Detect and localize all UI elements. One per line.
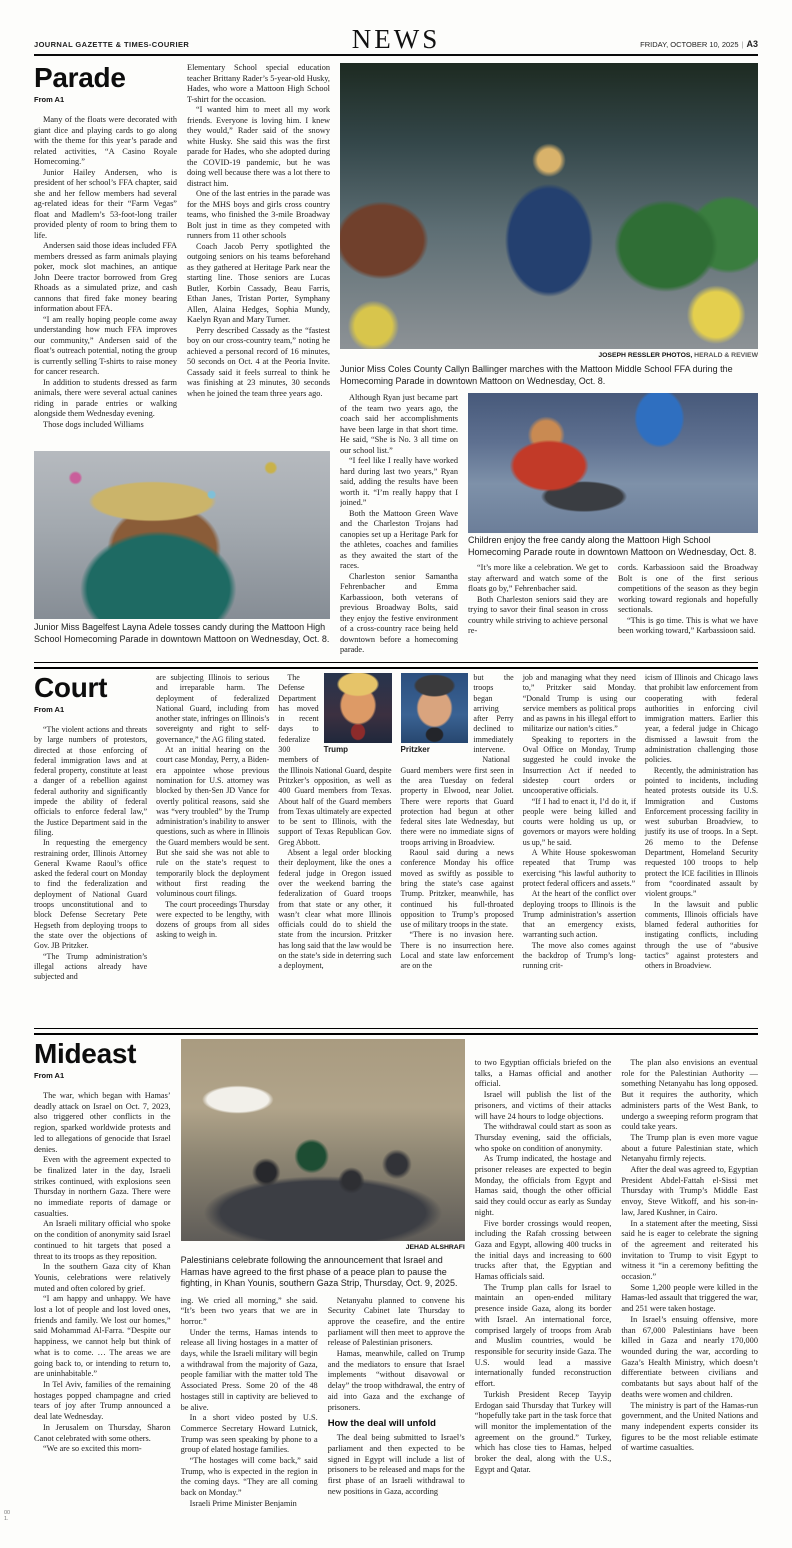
paragraph: Elementary School special education teacher Brittany Rader’s 5-year-old Husky, Hades, who wore a Mattoon High School T-shirt for the occasion. — [187, 63, 330, 104]
paragraph: Even with the agreement expected to be finalized later in the day, Israeli strikes continued, with explosions seen Thursday in northern Gaza. There were no immediate reports of damage or casualties. — [34, 1155, 171, 1218]
paragraph: Many of the floats were decorated with giant dice and playing cards to go along with the theme for this year’s parade and related activities, “A Casino Royale Homecoming.” — [34, 115, 177, 166]
paragraph: are subjecting Illinois to serious and irreparable harm. The deployment of federalized National Guard, including from another state, infringes on Illinois’s sovereignty and right to self-governance,” the AG filing stated. — [156, 673, 270, 744]
section-divider — [34, 1028, 758, 1035]
paragraph: Some 1,200 people were killed in the Hamas-led assault that triggered the war, and 251 were taken hostage. — [621, 1282, 758, 1314]
paragraph: Both Charleston seniors said they are trying to savor their final season in cross country while striving to achieve personal re- — [468, 594, 608, 635]
paragraph: A White House spokeswoman repeated that Trump was exercising “his lawful authority to protect federal officers and assets.” — [522, 848, 636, 888]
paragraph: The plan also envisions an eventual role for the Palestinian Authority — something Netanyahu has long opposed. But it requires the authority, which administers parts of the West Bank, to undergo a sweeping reform program that could take years. — [621, 1058, 758, 1132]
paragraph: In a statement after the meeting, Sissi said he is eager to celebrate the signing of the agreement and reiterated his invitation to Trump to visit Egypt to witness it “in a ceremony befitting the occasion.” — [621, 1218, 758, 1282]
dateline — [640, 39, 758, 49]
paragraph: cords. Karbassioon said the Broadway Bolt is one of the first serious competitions of the season as they begin working toward regionals and hopefully sectionals. — [618, 563, 758, 614]
paragraph: but the troops began arriving after Perry declined to immediately intervene. — [473, 673, 514, 755]
photo-credit — [340, 351, 758, 360]
page-number: A3 — [746, 39, 758, 49]
article-parade — [34, 63, 758, 659]
paragraph: After the deal was agreed to, Egyptian President Abdel-Fattah el-Sissi met Thursday with Trump’s Middle East envoy, Steve Witkoff, and his son-in-law, Jared Kushner, in Cairo. — [621, 1165, 758, 1217]
parade-left-block — [34, 63, 330, 659]
mideast-column-4 — [475, 1039, 612, 1548]
paragraph: to two Egyptian officials briefed on the talks, a Hamas official and another official. — [474, 1058, 612, 1089]
mideast-fromline: From A1 — [34, 1071, 65, 1080]
pritzker-photo-label: Pritzker — [400, 745, 430, 754]
mideast-col2-text — [181, 1296, 318, 1510]
paragraph: Both the Mattoon Green Wave and the Charleston Trojans had canopies set up a Heritage Park for the athletes, coaches and families as they awaited the start of the races. — [340, 508, 458, 570]
paragraph: In addition to students dressed as farm animals, there were several actual canines riding in parade entries or walking alongside them Wednesday evening. — [34, 377, 177, 418]
paragraph: In a short video posted by U.S. Commerce Secretary Howard Lutnick, Trump was seen speaking by phone to a group of elated hostage families. — [180, 1413, 318, 1455]
court-headline: Court — [34, 673, 108, 703]
paragraph: In Tel Aviv, families of the remaining hostages popped champagne and cried tears of joy after Trump announced a deal late Wednesday. — [34, 1379, 171, 1422]
article-mideast — [34, 1039, 758, 1548]
paragraph: “I am happy and unhappy. We have lost a lot of people and lost loved ones, friends and family. We lost our homes,” said Mohammad Al-Farra. “Despite our happiness, we cannot help but think of what is to come. … The areas we are going back to, or intending to return to, are uninhabitable.” — [34, 1294, 171, 1379]
paragraph: “If I had to enact it, I’d do it, if people were being killed and courts were holding us up, or governors or mayors were holding us up,” he said. — [522, 796, 636, 847]
paragraph: As Trump indicated, the hostage and prisoner releases are expected to begin Monday, the officials from Egypt and Hamas said, though the other official said they could occur as early as Sunday night. — [474, 1154, 612, 1217]
paragraph: Junior Hailey Andersen, who is president of her school’s FFA chapter, said she and her fellow members had several ag-related ideas for their “Farm Vegas” float and Madlem’s 53-foot-long trailer provided plenty of room to bring them to life. — [34, 167, 177, 240]
paragraph: In the southern Gaza city of Khan Younis, celebrations were relatively muted and often colored by grief. — [34, 1262, 171, 1293]
paragraph: Charleston senior Samantha Fehrenbacher and Emma Karbassioon, both veterans of previous Broadway Bolts, said they enjoy the festive environment of a cross-country race being held downtown before a homecoming parade. — [340, 571, 458, 654]
paragraph: The court proceedings Thursday were expected to be lengthy, with dozens of groups from all sides asking to weigh in. — [156, 899, 270, 940]
paragraph: One of the last entries in the parade was for the MHS boys and girls cross country teams, who finished the 3-mile Broadway Bolt just in time as they competed with runners from 11 other schools — [187, 189, 330, 240]
paragraph: The Trump plan is even more vague about a future Palestinian state, which Netanyahu firmly rejects. — [621, 1132, 758, 1164]
paragraph: Speaking to reporters in the Oval Office on Monday, Trump suggested he could invoke the Insurrection Act if needed to sidestep court orders or uncooperative officials. — [522, 734, 636, 796]
paragraph: In requesting the emergency restraining order, Illinois Attorney General Kwame Raoul’s office asked the federal court on Monday to find the federalization and deployment of National Guard troops unconstitutional and to block Defense Secretary Pete Hegseth from deploying troops to the state over the objections of Gov. JB Pritzker. — [34, 838, 148, 951]
paragraph: Turkish President Recep Tayyip Erdogan said Thursday that Turkey will “hopefully take part in the task force that will monitor the implementation of the agreement on the ground.” Turkey, which has close ties to Hamas, helped broker the deal, along with the U.S., Egypt and Qatar. — [474, 1389, 612, 1474]
children-photo-image — [468, 393, 758, 533]
court-column-5 — [523, 673, 636, 1025]
paragraph: The ministry is part of the Hamas-run government, and the United Nations and many independent experts consider its figures to be the most reliable estimate of wartime casualties. — [621, 1400, 758, 1453]
parade-col3-text — [340, 393, 458, 656]
parade-fromline: From A1 — [34, 95, 65, 104]
mideast-column-1 — [34, 1039, 171, 1548]
paragraph: “The violent actions and threats by large numbers of protestors, directed at those enforcing of federal immigration laws and at federal property, constitute at least a danger of a rebellion against federal authority and significantly impede the ability of federal officials to enforce federal law,” the Justice Department said in the filing. — [34, 725, 148, 837]
paragraph: “I am really hoping people come away understanding how much FFA improves our community,” Andersen said of the float’s outreach potential, noting the group is currently selling T-shirts to raise money for cancer research. — [34, 314, 177, 376]
parade-headline: Parade — [34, 63, 126, 93]
main-photo-caption: Junior Miss Coles County Callyn Ballinger marches with the Mattoon Middle School FFA during the Homecoming Parade in downtown Mattoon on Wednesday, Oct. 8. — [340, 364, 733, 386]
paragraph: Raoul said during a news conference Monday his office moved as swiftly as possible to bring the state’s case against Trump. Pritzker, meanwhile, has continued his full-throated opposition to Trump’s proposed use of military troops in the state. — [400, 848, 514, 930]
article-court — [34, 673, 758, 1025]
parade-columns-4-5 — [468, 563, 758, 637]
paragraph: ing. We cried all morning,” she said. “It’s been two years that we are in horror.” — [180, 1295, 318, 1326]
paragraph: The Defense Department has moved in recent days to federalize 300 members of the Illinois National Guard, despite Pritzker’s opposition, as well as 400 Guard members from Texas. About half of the Guard members from Texas ultimately are expected to be sent to Illinois, with the support of Texas Republican Gov. Greg Abbott. — [278, 673, 392, 847]
mideast-column-2 — [181, 1296, 318, 1510]
paragraph: At an initial hearing on the court case Monday, Perry, a Biden-era appointee whose previous nomination for U.S. attorney was blocked by then-Sen JD Vance for overtly political reasons, said she was “very troubled” by the Trump administration’s inability to answer questions, such as where in Illinois the Guard members would be sent. But she said she was not able to rule on the state’s request to temporarily block the deployment without first reading the voluminous court filings. — [156, 745, 270, 899]
publication-name: JOURNAL GAZETTE & TIMES-COURIER — [34, 40, 190, 49]
paragraph: Absent a legal order blocking their deployment, like the ones a federal judge in Oregon issued over the weekend barring the federalization of Guard troops from that state or any other, it wasn’t clear what more Illinois officials could do to shield the state from the incursion. Pritzker has long said that the law would be on the state’s side in deterring such a deployment, — [278, 848, 392, 971]
parade-column-2 — [187, 63, 330, 451]
paragraph: Those dogs included Williams — [43, 419, 144, 429]
court-col5-text — [523, 673, 636, 972]
credit-org: HERALD & REVIEW — [692, 352, 758, 359]
court-column-2 — [156, 673, 269, 1025]
paragraph: “It’s more like a celebration. We get to stay afterward and watch some of the floats go by,” Fehrenbacher said. — [468, 563, 608, 593]
paragraph: Recently, the administration has pointed to incidents, including heated protests outside its U.S. Immigration and Customs Enforcement processing facility in west suburban Broadview, to justify its use of troops. In a Sept. 26 memo to the Defense Department, Homeland Security requested 100 troops to help protect the ICE facilities in Illinois from “coordinated assault by violent groups.” — [644, 765, 758, 899]
layna-photo-caption: Junior Miss Bagelfest Layna Adele tosses candy during the Mattoon High School Homecoming Parade in downtown Mattoon on Wednesday, Oct. 8. — [34, 622, 330, 644]
paragraph: An Israeli military official who spoke on the condition of anonymity said Israel continued to hit targets that posed a threat to its troops as they reposition. — [34, 1219, 171, 1261]
parade-child-block — [468, 393, 758, 659]
section-title: NEWS — [351, 24, 441, 54]
fold-marker-top: 00 — [4, 1510, 11, 1516]
paragraph: “I feel like I really have worked hard during last two years,” Ryan said, adding the results have been worth it. “I’m really happy that I joined.” — [340, 456, 458, 507]
date-text: FRIDAY, OCTOBER 10, 2025 — [640, 40, 739, 49]
parade-col2-text — [187, 63, 330, 399]
parade-column-5 — [618, 563, 758, 637]
trump-photo-label: Trump — [323, 745, 349, 754]
section-divider — [34, 662, 758, 669]
parade-column-4 — [468, 563, 608, 637]
court-column-4 — [401, 673, 514, 1025]
paragraph: National Guard members were first seen in the area Tuesday on federal property in Elwood, near Joliet. There were reports that Guard protection had begun at other federal sites late Wednesday, but there were no immediate signs of troops arriving in Broadview. — [400, 755, 514, 847]
paragraph: Hamas, meanwhile, called on Trump and the mediators to ensure that Israel implements “without disavowal or delay” the troop withdrawal, the entry of aid into Gaza and the exchange of prisoners. — [327, 1349, 465, 1412]
pritzker-headshot — [401, 673, 469, 754]
mideast-col3b-text — [328, 1433, 465, 1497]
trump-headshot — [324, 673, 392, 754]
pritzker-photo-image — [401, 673, 469, 743]
parade-column-1 — [34, 63, 177, 451]
mideast-headline: Mideast — [34, 1039, 137, 1069]
mideast-column-5 — [621, 1039, 758, 1548]
mideast-subhead: How the deal will unfold — [327, 1418, 436, 1430]
paragraph: Andersen said those ideas included FFA members dressed as farm animals playing poker, mock slot machines, an antique John Deere tractor borrowed from Greg Rhoads as a simulated prize, and cash cannons that fired fake money bearing information about FFA. — [34, 241, 177, 313]
gaza-photo-image — [181, 1039, 465, 1241]
paragraph: “I wanted him to meet all my work friends. Everyone is loving him. I knew they would,” Rader said of the snowy white Husky. She said this was the first parade for Hades, who she adopted during the COVID-19 pandemic, but he was doing well because there was a lot there to distract him. — [187, 105, 330, 188]
separator: | — [741, 40, 744, 49]
mideast-photo-block — [181, 1039, 465, 1548]
paragraph: Five border crossings would reopen, including the Rafah crossing between Gaza and Egypt, allowing 400 trucks in the initial days and increasing to 600 trucks after that, the Egyptian and Hamas officials said. — [474, 1218, 612, 1282]
paragraph: Although Ryan just became part of the team two years ago, the coach said her accomplishments have been large in that short time. He said, “She is No. 3 all time on our school list.” — [340, 393, 458, 455]
paragraph: Israel will publish the list of the prisoners, and victims of their attacks will have 24 hours to lodge objections. — [474, 1090, 612, 1121]
mideast-col5-text — [621, 1058, 758, 1454]
mideast-photo — [181, 1039, 465, 1254]
paragraph: The war, which began with Hamas’ deadly attack on Israel on Oct. 7, 2023, also triggered other conflicts in the region, sparked worldwide protests and led to allegations of genocide that Israel denies. — [34, 1091, 171, 1154]
paragraph: The withdrawal could start as soon as Thursday evening, said the officials, who spoke on condition of anonymity. — [474, 1122, 612, 1153]
parade-column-3 — [340, 393, 458, 659]
parade-col5-text — [618, 563, 758, 637]
children-photo-caption: Children enjoy the free candy along the Mattoon High School Homecoming Parade route in downtown Mattoon on Wednesday, Oct. 8. — [468, 535, 757, 557]
mideast-col4-text — [475, 1058, 612, 1475]
mideast-column-3 — [328, 1296, 465, 1510]
paragraph: The Trump plan calls for Israel to maintain an open-ended military presence inside Gaza, along its border with Israel. An international force, comprised largely of troops from Arab and Muslim countries, would be responsible for security inside Gaza. The U.S. would lead a massive internationally funded reconstruction effort. — [474, 1282, 612, 1389]
parade-col1-text — [34, 115, 177, 430]
parade-text-columns — [34, 63, 330, 451]
court-column-3 — [278, 673, 391, 1025]
paragraph: In Jerusalem on Thursday, Sharon Canot celebrated with some others. — [34, 1422, 171, 1443]
paragraph: Coach Jacob Perry spotlighted the outgoing seniors on his teams beforehand as they gathered at Heritage Park near the starting line. Those seniors are Lucas Butler, Korbin Cassady, Beau Farris, Ethan Janes, Tristan Porter, Symphany Allen, Alaina Hedges, Sophia Mundy, Kaelyn Ryan and Mary Turner. — [187, 241, 330, 324]
mideast-col1-text — [34, 1091, 171, 1455]
court-column-1 — [34, 673, 147, 1025]
paragraph: Netanyahu planned to convene his Security Cabinet late Thursday to approve the ceasefire, and the entire parliament will then meet to approve the release of Palestinian prisoners. — [327, 1295, 465, 1348]
paragraph: “The hostages will come back,” said Trump, who is expected in the region in the coming days. “They are all coming back on Monday.” — [180, 1456, 318, 1498]
gaza-photo-credit: JEHAD ALSHRAFI — [405, 1244, 465, 1251]
parade-col4-text — [468, 563, 608, 637]
parade-main-photo — [340, 63, 758, 362]
paragraph: Under the terms, Hamas intends to release all living hostages in a matter of days, while the Israeli military will begin a withdrawal from the majority of Gaza, people familiar with the matter told The Associated Press. Some 20 of the 48 hostages still in captivity are believed to be alive. — [180, 1327, 318, 1412]
paragraph: job and managing what they need to,” Pritzker said Monday. “Donald Trump is using our service members as political props and as pawns in his illegal effort to militarize our nation’s cities.” — [522, 673, 636, 734]
paragraph: Israeli Prime Minister Benjamin — [189, 1498, 297, 1508]
paragraph: “There is no invasion here. There is no insurrection here. Local and state law enforcement are on the — [400, 930, 514, 971]
paragraph: The move also comes against the backdrop of Trump’s long-running crit- — [522, 940, 636, 971]
paragraph: The deal being submitted to Israel’s parliament and then expected to be signed in Egypt will include a list of prisoners to be released and maps for the first phase of an Israeli withdrawal to new positions in Gaza, according — [327, 1433, 465, 1496]
parade-right-block — [340, 63, 758, 659]
mideast-columns-2-3 — [181, 1296, 465, 1510]
paragraph: icism of Illinois and Chicago laws that prohibit law enforcement from cooperating with federal authorities in enforcing civil immigration matters. Earlier this year, a federal judge in Chicago dismissed a lawsuit from the administration challenging those policies. — [644, 673, 758, 765]
fold-marker-bottom: 1. — [4, 1516, 9, 1522]
gaza-photo-caption: Palestinians celebrate following the announcement that Israel and Hamas have agreed to the first phase of a peace plan to pause the fighting, in Khan Younis, southern Gaza Strip, Thursday, Oct. 9, 2025. — [180, 1255, 458, 1288]
page-header — [34, 10, 758, 56]
trump-photo-image — [324, 673, 392, 743]
paragraph: “The Trump administration’s illegal actions already have subjected and — [34, 951, 148, 982]
mideast-col3a-text — [328, 1296, 465, 1414]
page-fold-marker — [4, 1510, 10, 1522]
court-col1-text — [34, 725, 147, 982]
paragraph: At the heart of the conflict over deploying troops to Illinois is the Trump administration’s assertion that an emergency exists, warranting such action. — [522, 889, 636, 940]
parade-photo-layna — [34, 451, 330, 645]
paragraph: “This is go time. This is what we have been working toward,” Karbassioon said. — [618, 615, 758, 635]
paragraph: “We are so excited this morn- — [43, 1444, 142, 1454]
court-fromline: From A1 — [34, 705, 65, 714]
credit-name: JOSEPH RESSLER PHOTOS, — [598, 352, 693, 359]
paragraph: In Israel’s ensuing offensive, more than 67,000 Palestinians have been killed in Gaza and nearly 170,000 wounded during the war, according to Gaza’s Health Ministry, which doesn’t differentiate between civilians and combatants but says about half of the deaths were women and children. — [621, 1314, 758, 1399]
court-col2-text — [156, 673, 269, 941]
paragraph: In the lawsuit and public comments, Illinois officials have blamed federal authorities for instigating conflicts, including through the use of “abusive tactics” against protesters and others in Broadview. — [644, 899, 758, 971]
court-column-6 — [645, 673, 758, 1025]
main-photo-image — [340, 63, 758, 349]
parade-photo-children — [468, 393, 758, 533]
layna-photo-image — [34, 451, 330, 619]
court-col6-text — [645, 673, 758, 972]
parade-lower-row — [340, 393, 758, 659]
paragraph: Perry described Cassady as the “fastest boy on our cross-country team,” noting he achieved a personal record of 16 minutes, 50 seconds on Oct. 4 at the Peoria Invite. Cassady said it feels surreal to think he was finishing at 23 minutes, 30 seconds when he joined the team three years ago. — [187, 325, 330, 398]
